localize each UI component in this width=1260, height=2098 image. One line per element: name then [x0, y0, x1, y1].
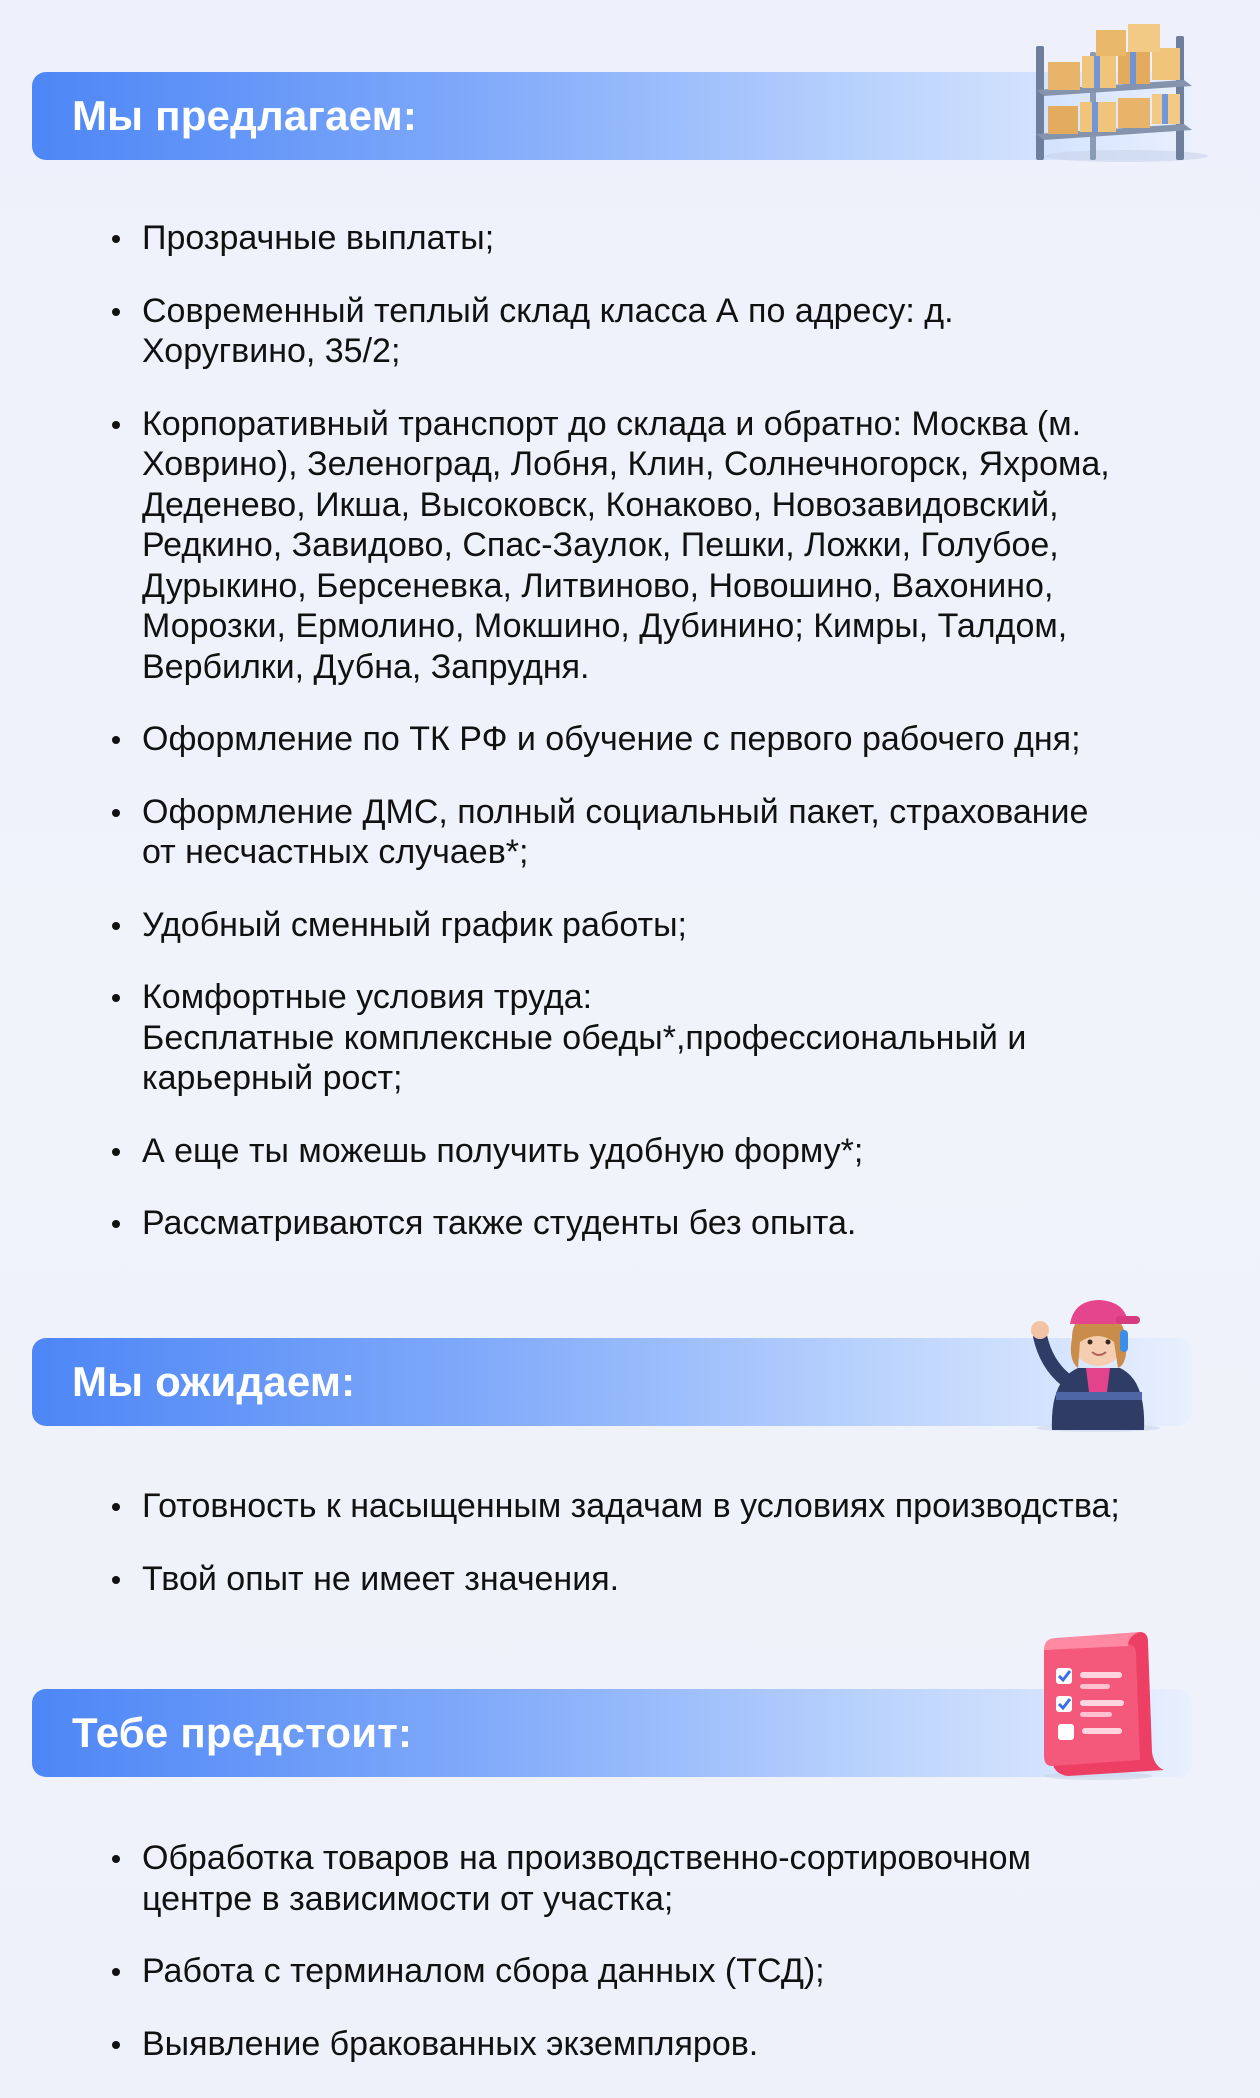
section-title-expect: Мы ожидаем:	[72, 1358, 356, 1405]
checklist-document-icon	[1022, 1624, 1172, 1782]
offer-list	[0, 218, 1260, 1276]
warehouse-boxes-icon	[1026, 16, 1226, 164]
list-item: А еще ты можешь получить удобную форму*;	[0, 1131, 1260, 1172]
section-header-duties	[32, 1689, 1192, 1777]
list-item: Работа с терминалом сбора данных (ТСД);	[0, 1951, 1260, 1992]
list-item: Прозрачные выплаты;	[0, 218, 1260, 259]
list-item: Удобный сменный график работы;	[0, 905, 1260, 946]
section-title-offer: Мы предлагаем:	[72, 92, 418, 139]
list-item: Современный теплый склад класса А по адресу: д. Хоругвино, 35/2;	[0, 291, 1260, 372]
list-item: Оформление по ТК РФ и обучение с первого рабочего дня;	[0, 719, 1260, 760]
list-item: Готовность к насыщенным задачам в условиях производства;	[0, 1486, 1260, 1527]
expect-list	[0, 1486, 1260, 1631]
waving-worker-icon	[1016, 1280, 1176, 1432]
list-item: Твой опыт не имеет значения.	[0, 1559, 1260, 1600]
list-item: Оформление ДМС, полный социальный пакет, страхование от несчастных случаев*;	[0, 792, 1260, 873]
list-item: Рассматриваются также студенты без опыта.	[0, 1203, 1260, 1244]
section-header-offer	[32, 72, 1192, 160]
section-title-duties: Тебе предстоит:	[72, 1709, 413, 1756]
list-item: Обработка товаров на производственно-сортировочном центре в зависимости от участка;	[0, 1838, 1260, 1919]
list-item: Комфортные условия труда: Бесплатные комплексные обеды*,профессиональный и карьерный рост;	[0, 977, 1260, 1099]
list-item: Корпоративный транспорт до склада и обратно: Москва (м. Ховрино), Зеленоград, Лобня, Клин, Солнечногорск, Яхрома, Деденево, Икша, Высоковск, Конаково, Новозавидовский, Редкино, Завидово, Спас-Заулок, Пешки, Ложки, Голубое, Дурыкино, Берсеневка, Литвиново, Новошино, Вахонино, Морозки, Ермолино, Мокшино, Дубинино; Кимры, Талдом, Вербилки, Дубна, Запрудня.	[0, 404, 1260, 688]
duties-list	[0, 1838, 1260, 2096]
list-item: Выявление бракованных экземпляров.	[0, 2024, 1260, 2065]
